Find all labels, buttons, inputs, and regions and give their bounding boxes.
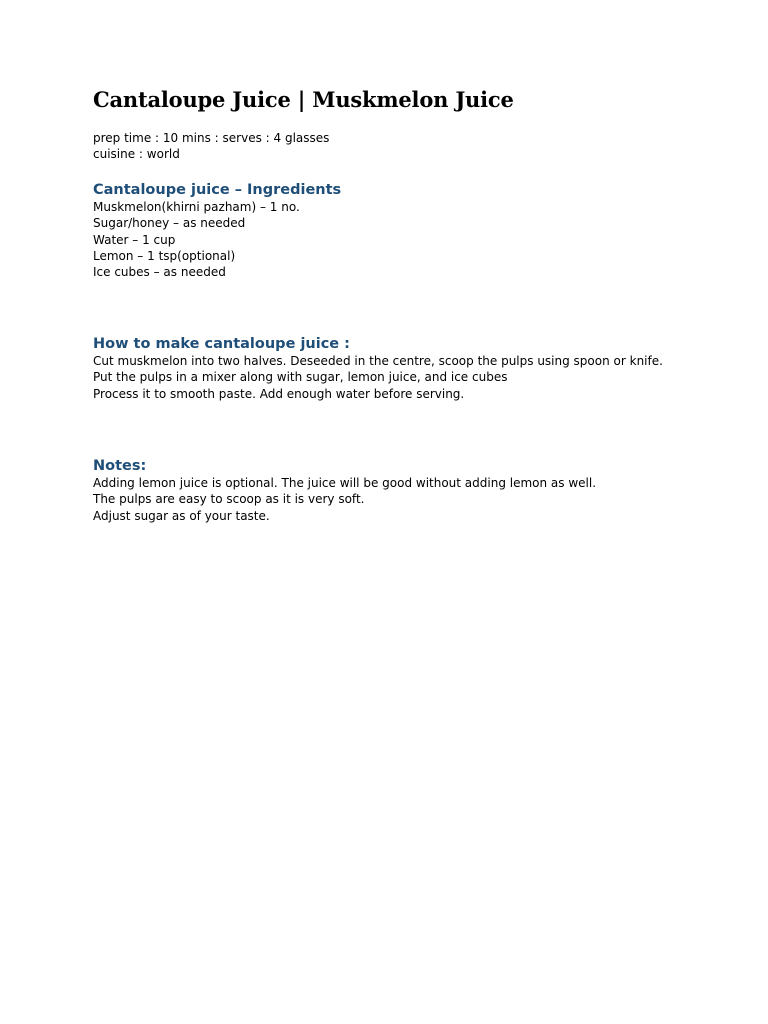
- document-page: [93, 84, 713, 524]
- notes-heading: Notes:: [93, 458, 147, 475]
- method-step-line: Cut muskmelon into two halves. Deseeded in the centre, scoop the pulps using spoon or knife.: [93, 353, 663, 368]
- cuisine-line: cuisine : world: [93, 147, 180, 162]
- ingredient-line: Lemon – 1 tsp(optional): [93, 249, 236, 264]
- document-title: Cantaloupe Juice | Muskmelon Juice: [93, 87, 514, 112]
- ingredient-line: Muskmelon(khirni pazham) – 1 no.: [93, 199, 300, 214]
- note-line: Adjust sugar as of your taste.: [93, 508, 270, 523]
- ingredient-line: Ice cubes – as needed: [93, 265, 226, 280]
- ingredient-line: Water – 1 cup: [93, 232, 176, 247]
- method-heading: How to make cantaloupe juice :: [93, 335, 350, 352]
- method-section: [93, 335, 713, 402]
- method-step-line: Put the pulps in a mixer along with sugar, lemon juice, and ice cubes: [93, 370, 508, 385]
- note-line: The pulps are easy to scoop as it is very soft.: [93, 492, 365, 507]
- method-step-line: Process it to smooth paste. Add enough water before serving.: [93, 386, 465, 401]
- notes-section: [93, 457, 713, 524]
- recipe-meta: [93, 130, 713, 163]
- note-line: Adding lemon juice is optional. The juice will be good without adding lemon as well.: [93, 476, 597, 491]
- ingredients-heading: Cantaloupe juice – Ingredients: [93, 181, 342, 198]
- ingredient-line: Sugar/honey – as needed: [93, 216, 246, 231]
- ingredients-section: [93, 181, 713, 281]
- prep-time-line: prep time : 10 mins : serves : 4 glasses: [93, 131, 330, 145]
